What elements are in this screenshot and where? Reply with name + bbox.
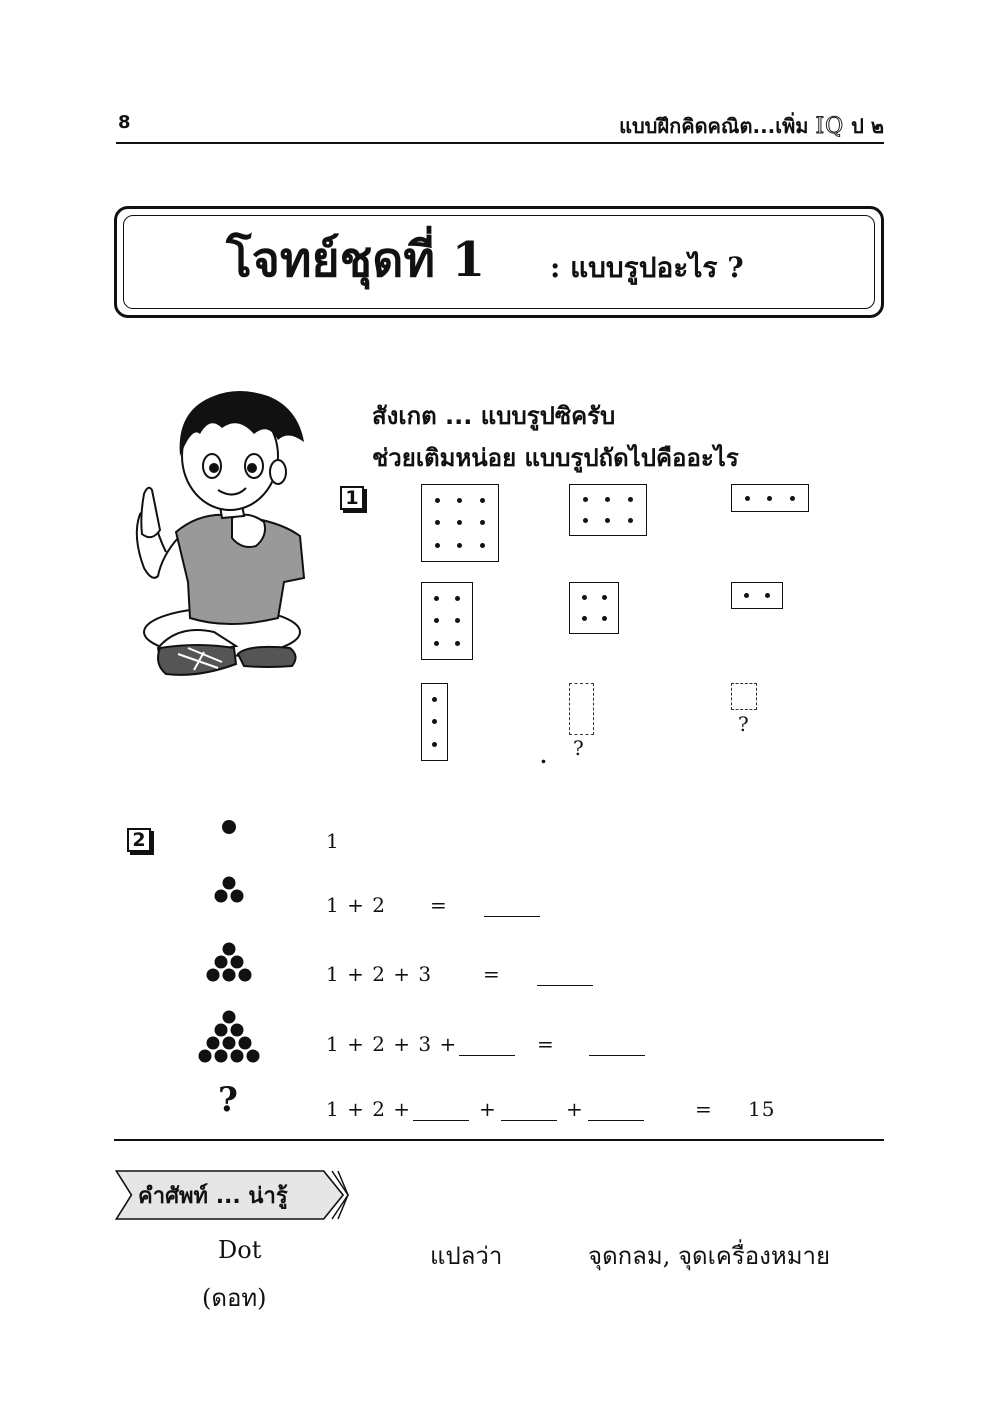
pattern-box-2-dots [731, 582, 783, 609]
question-2-badge: 2 [127, 828, 151, 852]
dot [582, 616, 587, 621]
vocabulary-pronunciation: (ดอท) [202, 1284, 267, 1312]
answer-blank[interactable] [537, 965, 593, 986]
equation-4-equals: = [537, 1032, 555, 1056]
pattern-unknown-mark: ? [218, 1080, 238, 1120]
answer-blank[interactable] [589, 1035, 645, 1056]
dot [745, 496, 750, 501]
equation-1: 1 [326, 829, 340, 853]
dot [432, 719, 437, 724]
dot [435, 498, 440, 503]
pattern-box-9-dots [421, 484, 499, 562]
section-rule [114, 1139, 884, 1141]
equation-4-expr: 1 + 2 + 3 + [326, 1032, 458, 1056]
dot [767, 496, 772, 501]
dot [583, 518, 588, 523]
answer-blank[interactable] [501, 1100, 557, 1121]
missing-answer-mark-2: ? [738, 712, 749, 736]
page-number: 8 [118, 112, 131, 133]
intro-line-1: สังเกต ... แบบรูปซิครับ [372, 402, 616, 430]
triangle-pattern-10 [196, 1010, 262, 1066]
equation-5-expr: 1 + 2 + [326, 1097, 412, 1121]
missing-answer-mark-1: ? [573, 736, 584, 760]
dot [602, 595, 607, 600]
dot [744, 593, 749, 598]
equation-2-expr: 1 + 2 [326, 893, 386, 917]
dot [434, 618, 439, 623]
triangle-pattern-1 [222, 820, 236, 834]
dot [455, 596, 460, 601]
dot [434, 641, 439, 646]
dot [222, 820, 236, 834]
answer-blank[interactable] [588, 1100, 644, 1121]
equation-2-equals: = [430, 893, 448, 917]
equation-5-equals: = [695, 1097, 713, 1121]
vocabulary-meaning: จุดกลม, จุดเครื่องหมาย [588, 1242, 831, 1270]
dot [455, 618, 460, 623]
triangle-pattern-6 [204, 942, 254, 984]
stray-mark: . [540, 744, 547, 768]
intro-line-2: ช่วยเติมหน่อย แบบรูปถัดไปคืออะไร [372, 444, 739, 472]
dot [435, 520, 440, 525]
equation-5-plus-2: + [566, 1097, 584, 1121]
pattern-box-missing-small [731, 683, 757, 710]
question-1-badge: 1 [340, 486, 364, 510]
book-title [619, 110, 884, 142]
page-subtitle: : แบบรูปอะไร ? [550, 251, 744, 284]
vocabulary-means: แปลว่า [430, 1242, 503, 1270]
dot [432, 742, 437, 747]
dot [434, 596, 439, 601]
page-title: โจทย์ชุดที่ 1 [226, 232, 486, 288]
dot [457, 543, 462, 548]
pattern-box-missing-tall [569, 683, 594, 735]
dot [435, 543, 440, 548]
dot [432, 697, 437, 702]
answer-blank[interactable] [484, 896, 540, 917]
pattern-box-6-dots-tall [421, 582, 473, 660]
dot [480, 520, 485, 525]
dot [605, 497, 610, 502]
dot [790, 496, 795, 501]
dot [455, 641, 460, 646]
answer-blank[interactable] [413, 1100, 469, 1121]
equation-5-result: 15 [748, 1097, 776, 1121]
dot [582, 595, 587, 600]
equation-3-expr: 1 + 2 + 3 [326, 962, 433, 986]
vocabulary-word: Dot [218, 1236, 262, 1264]
equation-3-equals: = [483, 962, 501, 986]
pattern-box-4-dots [569, 582, 619, 634]
dot [583, 497, 588, 502]
dot [605, 518, 610, 523]
dot [765, 593, 770, 598]
dot [602, 616, 607, 621]
dot [480, 543, 485, 548]
dot [457, 520, 462, 525]
pattern-box-6-dots [569, 484, 647, 536]
equation-5-plus-1: + [479, 1097, 497, 1121]
pattern-box-3-dots [731, 484, 809, 512]
dot [628, 497, 633, 502]
triangle-pattern-3 [212, 876, 246, 904]
book-title-text: แบบฝึกคิดคณิต...เพิ่ม [619, 114, 809, 138]
dot [480, 498, 485, 503]
header-rule [116, 142, 884, 144]
vocabulary-label: คำศัพท์ ... น่ารู้ [138, 1184, 288, 1209]
pattern-box-3-dots-tall [421, 683, 448, 761]
boy-illustration [118, 386, 324, 686]
book-title-iq: IQ [815, 114, 845, 139]
answer-blank[interactable] [459, 1035, 515, 1056]
dot [628, 518, 633, 523]
dot [457, 498, 462, 503]
book-title-grade: ป ๒ [851, 114, 884, 138]
